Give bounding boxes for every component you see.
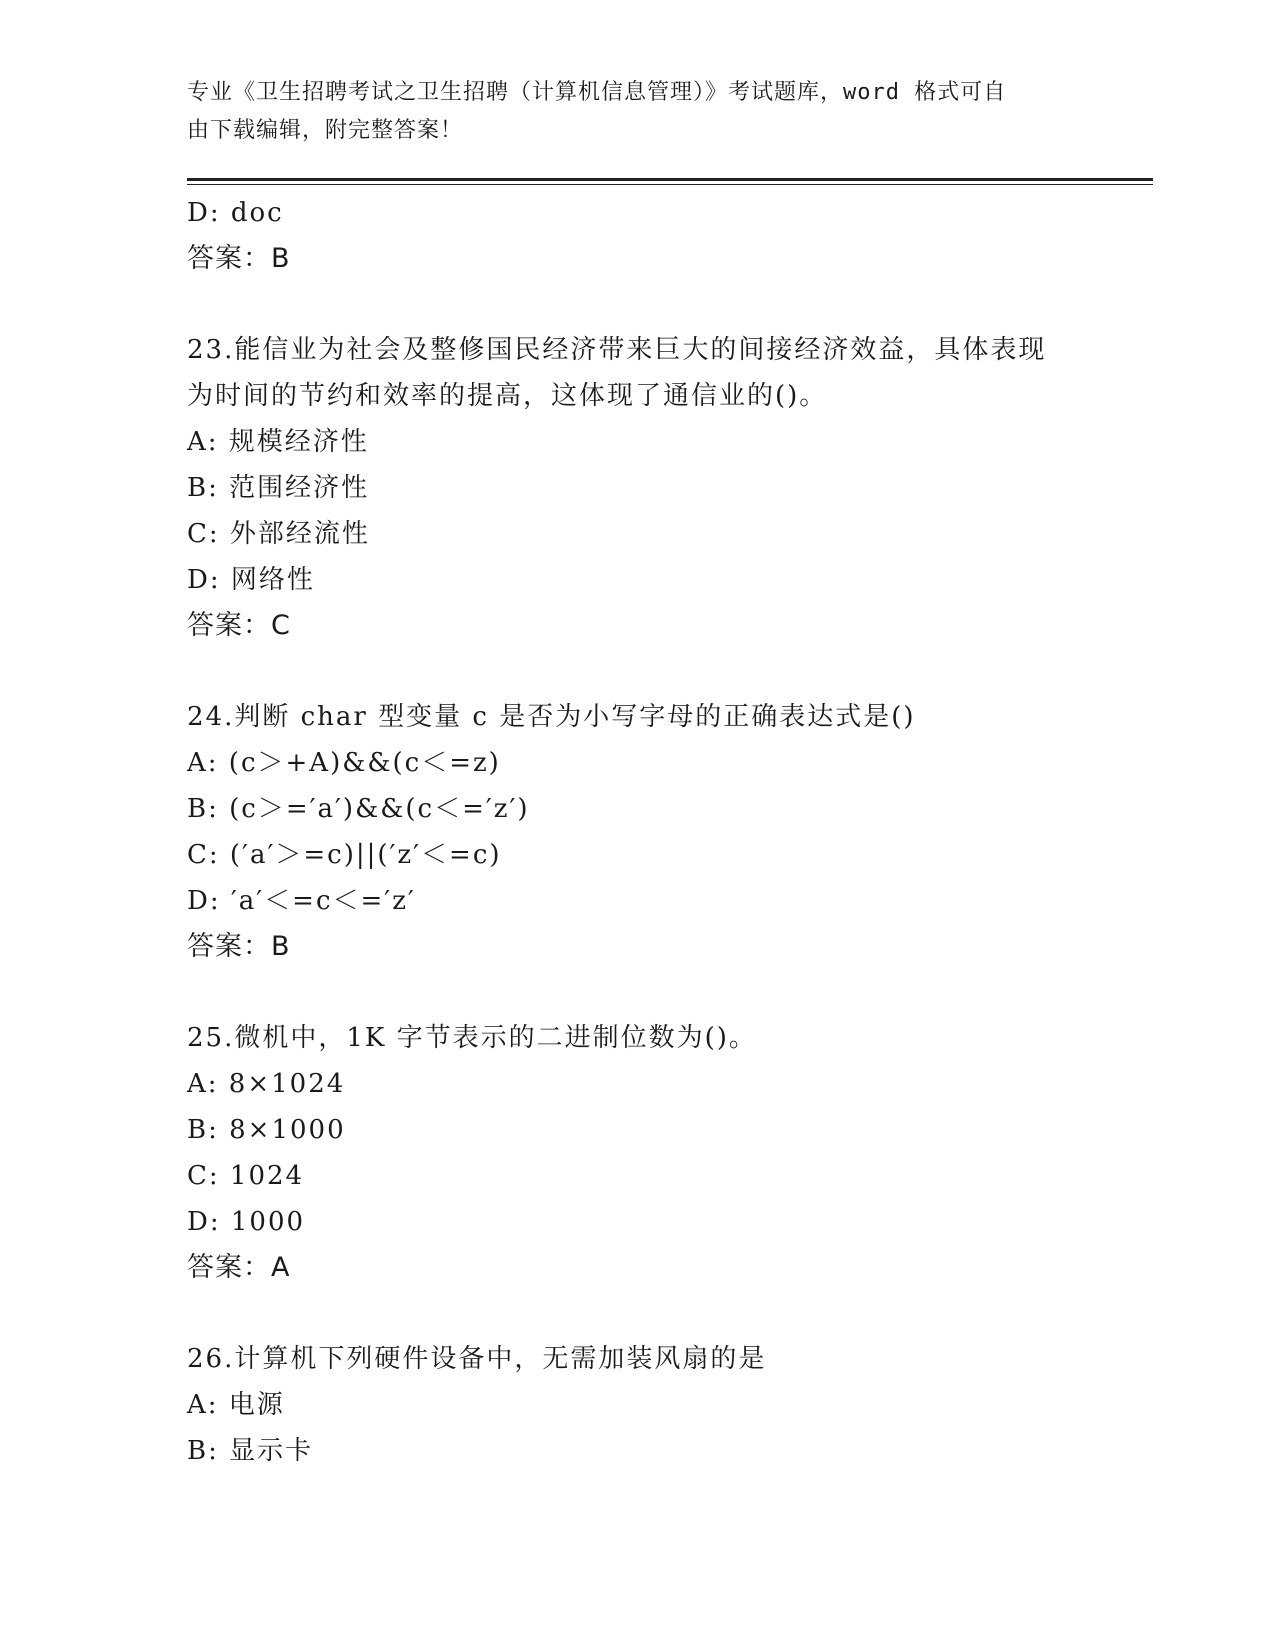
option-line: A: 电源 [187,1390,285,1420]
answer-line: 答案：C [187,610,291,641]
question-stem: 23.能信业为社会及整修国民经济带来巨大的间接经济效益，具体表现 [187,335,1047,365]
answer-line: 答案：B [187,243,291,274]
question-stem: 26.计算机下列硬件设备中，无需加装风扇的是 [187,1344,767,1374]
question-spacer [187,1291,1087,1336]
option-line: B: (c＞=′a′)&&(c＜=′z′) [187,794,530,824]
question-list [187,190,1087,1474]
answer-line: 答案：B [187,931,291,962]
option-line: D: ′a′＜=c＜=′z′ [187,886,416,916]
question-stem: 25.微机中，1K 字节表示的二进制位数为()。 [187,1023,757,1053]
option-line: C: 外部经流性 [187,519,370,549]
header-line-2: 由下载编辑，附完整答案！ [187,118,464,143]
option-line: A: 规模经济性 [187,427,369,457]
option-line: D: 1000 [187,1207,306,1237]
question-stem: 为时间的节约和效率的提高，这体现了通信业的()。 [187,381,828,411]
header-divider-thin [187,184,1153,185]
option-line: B: 范围经济性 [187,473,370,503]
option-line: B: 显示卡 [187,1436,314,1466]
question-spacer [187,649,1087,694]
question-spacer [187,282,1087,327]
option-line: A: 8×1024 [187,1069,346,1099]
option-line: A: (c＞+A)&&(c＜=z) [187,748,501,778]
option-line: D: 网络性 [187,565,315,595]
header-divider-thick [187,178,1153,181]
option-line: B: 8×1000 [187,1115,346,1145]
answer-line: 答案：A [187,1252,291,1283]
option-line: D: doc [187,198,284,228]
document-header [187,74,1067,150]
option-line: C: 1024 [187,1161,305,1191]
question-stem: 24.判断 char 型变量 c 是否为小写字母的正确表达式是() [187,702,916,732]
option-line: C: (′a′＞=c)||(′z′＜=c) [187,840,502,870]
question-spacer [187,970,1087,1015]
header-line-1: 专业《卫生招聘考试之卫生招聘（计算机信息管理）》考试题库，word 格式可自 [187,80,1007,105]
